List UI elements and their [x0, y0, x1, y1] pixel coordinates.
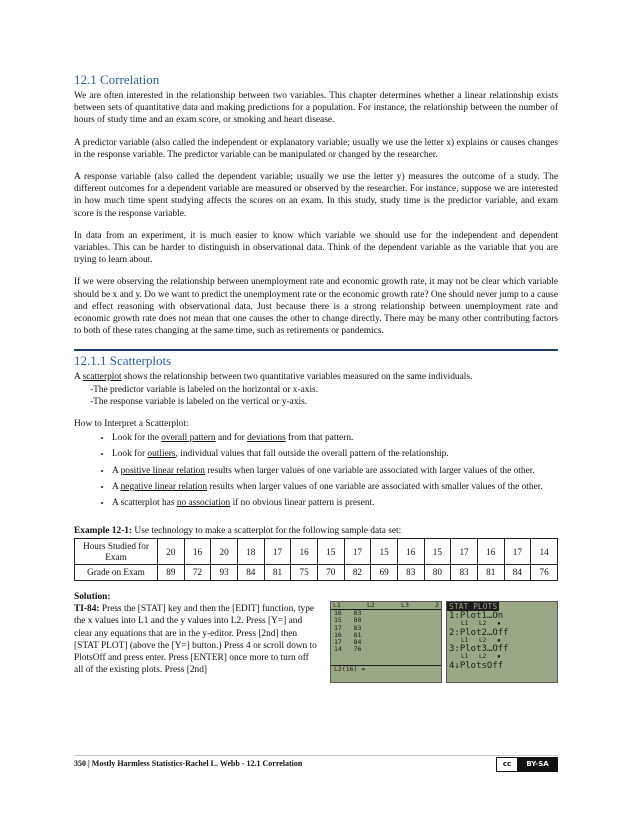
- table-cell: 83: [397, 565, 424, 581]
- table-cell: 16: [477, 539, 504, 565]
- statplot-item: 4↓PlotsOff: [449, 660, 504, 671]
- footer-text: 350 | Mostly Harmless Statistics-Rachel L. Webb - 12.1 Correlation: [74, 759, 303, 768]
- example-text: Use technology to make a scatterplot for the following sample data set:: [132, 526, 402, 537]
- calc-row: 17 83: [334, 623, 362, 632]
- list-item: • A negative linear relation results when larger values of one variable are associated with smaller values of the other.: [112, 481, 558, 493]
- table-cell: 80: [424, 565, 451, 581]
- table-cell: 16: [397, 539, 424, 565]
- row-header-hours: Hours Studied for Exam: [75, 539, 158, 565]
- table-cell: 84: [504, 565, 531, 581]
- solution-text: [74, 591, 319, 676]
- example-label: Example 12-1:: [74, 526, 133, 537]
- table-cell: 18: [237, 539, 264, 565]
- calculator-statplot-screen: [446, 601, 558, 683]
- table-cell: 17: [504, 539, 531, 565]
- table-cell: 20: [158, 539, 185, 565]
- table-row: [75, 539, 558, 565]
- cc-license-badge: [496, 757, 558, 772]
- table-cell: 72: [184, 565, 211, 581]
- term-scatterplot: scatterplot: [82, 372, 122, 383]
- table-cell: 15: [371, 539, 398, 565]
- row-header-grade: Grade on Exam: [75, 565, 158, 581]
- statplot-sub: L1 L2 ▪: [461, 620, 501, 628]
- example-prompt: [74, 525, 558, 537]
- paragraph-3: A response variable (also called the dependent variable; usually we use the letter y) measures the outcome of a study. The different outcomes for a dependent variable are measured or observed by the researcher. For instance, suppose we are interested in how much time spent studying affects the scores on an exam. In this study, study time is the predictor variable, and exam score is the response variable.: [74, 172, 558, 219]
- section-divider: [74, 349, 558, 351]
- statplot-sub: L1 L2 ▪: [461, 653, 501, 661]
- data-table: [74, 538, 558, 581]
- list-item: • Look for the overall pattern and for deviations from that pattern.: [112, 432, 558, 444]
- calc-row: 16 81: [334, 630, 362, 639]
- table-cell: 17: [344, 539, 371, 565]
- interpret-title: How to Interpret a Scatterplot:: [74, 419, 189, 430]
- ti84-label: TI-84:: [74, 604, 100, 615]
- calc-row: 17 84: [334, 638, 362, 646]
- solution-label: Solution:: [74, 591, 111, 602]
- table-cell: 17: [264, 539, 291, 565]
- table-cell: 76: [531, 565, 558, 581]
- statplot-item: 3:Plot3…Off: [449, 644, 509, 655]
- table-cell: 20: [211, 539, 238, 565]
- calc-row: 14 76: [334, 645, 362, 654]
- cc-icon: cc: [497, 758, 518, 771]
- response-axis-note: -The response variable is labeled on the vertical or y-axis.: [90, 396, 308, 407]
- paragraph-1: We are often interested in the relationship between two variables. This chapter determines whether a linear relationship exists between sets of quantitative data and making predictions for a population. For instance, the relationship between the number of hours of study time and an exam score, or smoking and heart disease.: [74, 91, 558, 126]
- statplot-item: 2:Plot2…Off: [449, 627, 509, 638]
- table-cell: 16: [291, 539, 318, 565]
- calc-row: 16 83: [334, 609, 362, 618]
- table-cell: 93: [211, 565, 238, 581]
- predictor-axis-note: -The predictor variable is labeled on the horizontal or x-axis.: [90, 384, 319, 395]
- paragraph-4: In data from an experiment, it is much easier to know which variable we should use for the independent and dependent variables. This can be harder to distinguish in observational data. Think of the dependent variable as the variable that you are trying to learn about.: [74, 230, 558, 266]
- table-cell: 16: [184, 539, 211, 565]
- section-heading-correlation: 12.1 Correlation: [74, 72, 160, 87]
- table-cell: 83: [451, 565, 478, 581]
- paragraph-2: A predictor variable (also called the independent or explanatory variable; usually we use the letter x) explains or causes changes in the response variable. The predictor variable can be manipulated or changed by the researcher.: [74, 137, 558, 160]
- list-item: • A scatterplot has no association if no obvious linear pattern is present.: [112, 497, 558, 509]
- cc-by-sa-label: BY-SA: [518, 758, 557, 771]
- page-footer: [74, 755, 558, 776]
- list-item: • A positive linear relation results when larger values of one variable are associated with larger values of the other.: [112, 465, 558, 477]
- table-row: [75, 565, 558, 581]
- table-cell: 69: [371, 565, 398, 581]
- definition-text-b: shows the relationship between two quantitative variables measured on the same individuals.: [121, 372, 473, 383]
- ti84-instructions: Press the [STAT] key and then the [EDIT] function, type the x values into L1 and the y values into L2. Press [Y=] and clear any equations that are in the y-editor. Press [2nd] then [STAT PLOT] (above the [Y=] button.) Press 4 or scroll down to PlotsOff and press enter. Press [ENTER] once more to turn off all of the existing plots. Press [2nd]: [74, 604, 317, 676]
- calc-list-header: L1 L2 L3 2: [331, 602, 441, 610]
- statplot-item: 1:Plot1…On: [449, 611, 504, 622]
- page-content: [74, 72, 558, 701]
- definition-text-a: A: [74, 372, 83, 383]
- table-cell: 15: [424, 539, 451, 565]
- table-cell: 81: [477, 565, 504, 581]
- paragraph-5: If we were observing the relationship between unemployment rate and economic growth rate, it may not be clear which variable should be x and y. Do we want to predict the unemployment rate or the economic growth rate? One should never jump to a cause and effect reasoning with observational data. Just because there is a strong relationship between unemployment rate and economic growth rate does not mean that one causes the other to change directly. There may be many other contributing factors to both of these rates changing at the same time, such as retirements or pandemics.: [74, 277, 558, 337]
- section-heading-scatterplots: 12.1.1 Scatterplots: [74, 353, 172, 369]
- table-cell: 70: [317, 565, 344, 581]
- statplot-title: STAT PLOTS: [449, 601, 498, 611]
- list-item: • Look for outliers, individual values that fall outside the overall pattern of the relationship.: [112, 448, 558, 460]
- table-cell: 17: [451, 539, 478, 565]
- table-cell: 84: [237, 565, 264, 581]
- calc-list-footer: L2(16) =: [331, 665, 441, 673]
- interpret-list: [74, 432, 558, 509]
- table-cell: 75: [291, 565, 318, 581]
- table-cell: 89: [158, 565, 185, 581]
- statplot-sub: L1 L2 ▪: [461, 636, 501, 644]
- table-cell: 81: [264, 565, 291, 581]
- scatterplot-definition: [74, 371, 558, 383]
- calc-row: 15 80: [334, 616, 362, 625]
- calculator-list-screen: [330, 601, 442, 683]
- table-cell: 15: [317, 539, 344, 565]
- table-cell: 82: [344, 565, 371, 581]
- table-cell: 14: [531, 539, 558, 565]
- solution-block: [74, 591, 558, 701]
